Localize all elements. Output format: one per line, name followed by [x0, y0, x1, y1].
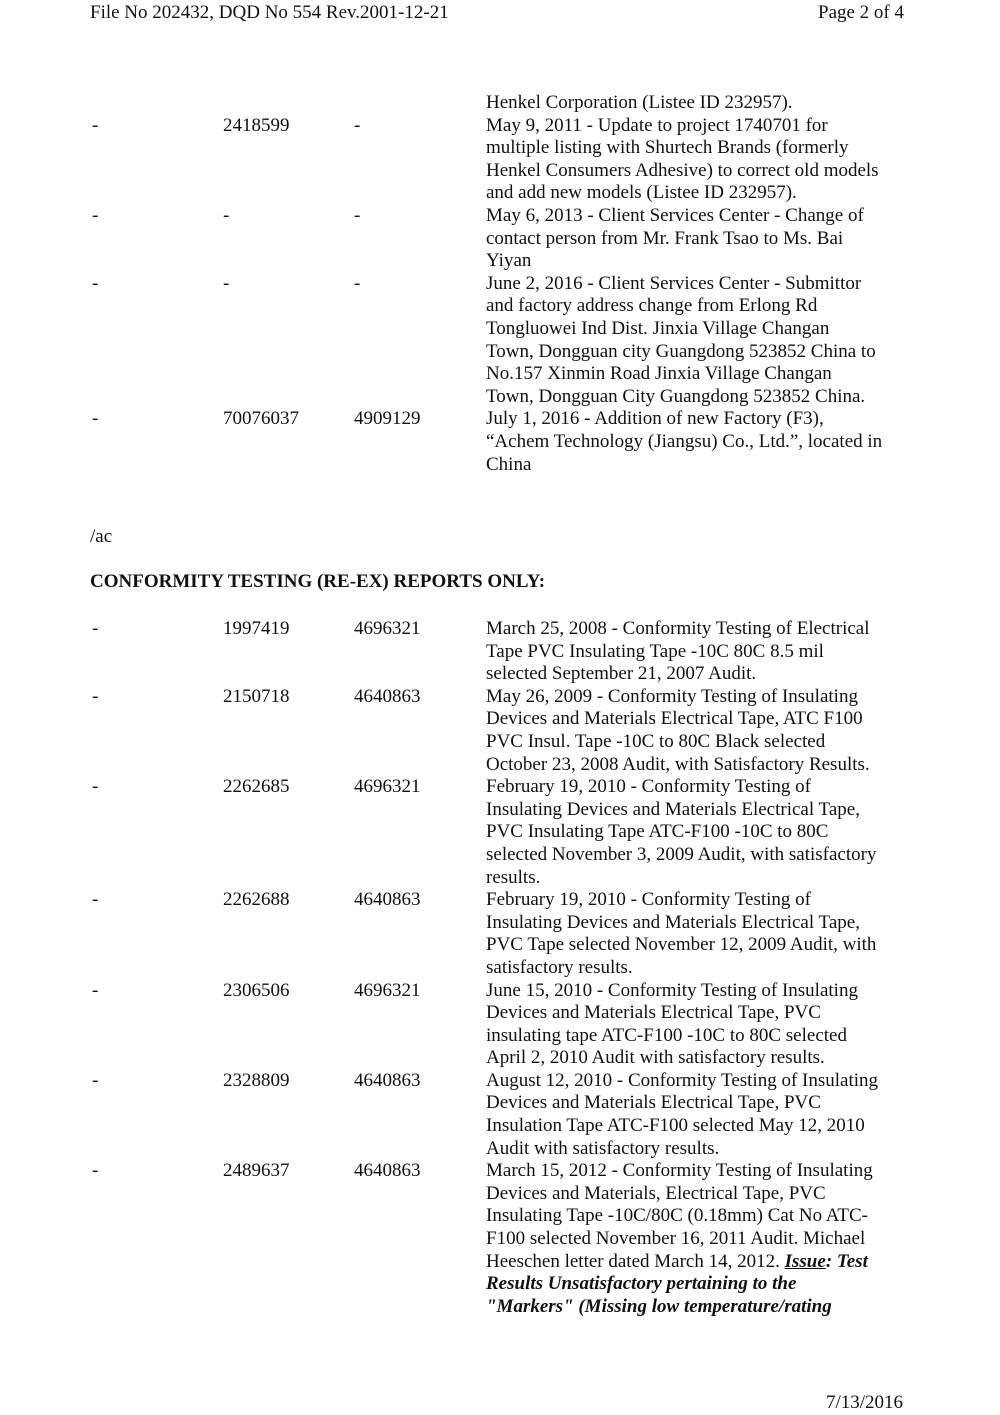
page-number: Page 2 of 4 [818, 2, 905, 23]
row-description [486, 889, 916, 979]
table-row [90, 205, 920, 273]
row-description [486, 92, 916, 115]
row-description [486, 1070, 916, 1160]
row-marker: - [92, 685, 99, 707]
row-marker: - [92, 776, 99, 798]
description-line: PVC Insul. Tape -10C to 80C Black selected [486, 730, 826, 752]
row-description [486, 205, 916, 273]
description-line: Tongluowei Ind Dist. Jinxia Village Changan [486, 317, 830, 339]
description-line: August 12, 2010 - Conformity Testing of Insulating [486, 1069, 879, 1091]
table-row [90, 618, 920, 686]
row-marker: - [92, 114, 99, 136]
file-volume-number [354, 92, 486, 115]
description-line: July 1, 2016 - Addition of new Factory (F3), [486, 408, 824, 430]
row-description [486, 273, 916, 409]
file-volume-number: - [354, 272, 361, 294]
description-line: Devices and Materials Electrical Tape, ATC F100 [486, 708, 863, 730]
description-line: February 19, 2010 - Conformity Testing of [486, 776, 811, 798]
project-number [223, 92, 354, 115]
conformity-table [90, 618, 920, 1318]
table-row [90, 1160, 920, 1318]
issue-text: Test [836, 1250, 868, 1272]
description-line: insulating tape ATC-F100 -10C to 80C selected [486, 1024, 847, 1046]
file-volume-number: 4640863 [354, 1069, 421, 1091]
description-line: selected November 3, 2009 Audit, with satisfactory [486, 843, 877, 865]
table-row [90, 273, 920, 409]
description-line [486, 1251, 916, 1274]
initials-note: /ac [90, 526, 113, 547]
table-row [90, 92, 920, 115]
row-description [486, 776, 916, 889]
file-volume-number: - [354, 204, 361, 226]
description-line: Insulating Tape -10C/80C (0.18mm) Cat No ATC- [486, 1205, 868, 1227]
file-volume-number: 4696321 [354, 776, 421, 798]
issue-text: "Markers" (Missing low temperature/rating [486, 1295, 832, 1317]
description-line: Devices and Materials Electrical Tape, PVC [486, 1002, 821, 1024]
description-line: Town, Dongguan City Guangdong 523852 China. [486, 385, 866, 407]
table-row [90, 408, 920, 476]
row-marker: - [92, 979, 99, 1001]
description-line: and add new models (Listee ID 232957). [486, 182, 797, 204]
row-marker [90, 92, 223, 115]
row-marker: - [92, 1160, 99, 1182]
row-description [486, 618, 916, 686]
description-line: China [486, 453, 532, 475]
file-volume-number: 4696321 [354, 979, 421, 1001]
project-number: 2150718 [223, 685, 290, 707]
project-number: 2262688 [223, 889, 290, 911]
description-line: satisfactory results. [486, 956, 633, 978]
description-line: Insulating Devices and Materials Electrical Tape, [486, 798, 860, 820]
issue-label: Issue [784, 1250, 826, 1272]
project-number: 2418599 [223, 114, 290, 136]
description-line: selected September 21, 2007 Audit. [486, 663, 757, 685]
project-number: 2489637 [223, 1160, 290, 1182]
issue-separator: : [825, 1250, 837, 1272]
listing-history-table [90, 92, 920, 476]
description-line: May 9, 2011 - Update to project 1740701 for [486, 114, 828, 136]
description-line: Henkel Corporation (Listee ID 232957). [486, 92, 793, 113]
description-line: No.157 Xinmin Road Jinxia Village Changan [486, 363, 832, 385]
description-line: Audit with satisfactory results. [486, 1137, 720, 1159]
description-line: Devices and Materials, Electrical Tape, PVC [486, 1182, 826, 1204]
description-line: Town, Dongguan city Guangdong 523852 China to [486, 340, 876, 362]
project-number: 2328809 [223, 1069, 290, 1091]
file-volume-number: 4909129 [354, 408, 421, 430]
file-volume-number: 4696321 [354, 618, 421, 639]
description-line: May 26, 2009 - Conformity Testing of Insulating [486, 685, 858, 707]
file-volume-number: 4640863 [354, 685, 421, 707]
description-line: “Achem Technology (Jiangsu) Co., Ltd.”, located in [486, 430, 883, 452]
description-line: Tape PVC Insulating Tape -10C 80C 8.5 mil [486, 640, 824, 662]
table-row [90, 889, 920, 979]
description-line: April 2, 2010 Audit with satisfactory results. [486, 1047, 825, 1069]
row-description [486, 408, 916, 476]
file-volume-number: 4640863 [354, 1160, 421, 1182]
table-row [90, 115, 920, 205]
description-line: contact person from Mr. Frank Tsao to Ms. Bai [486, 227, 844, 249]
project-number: 1997419 [223, 618, 290, 639]
description-line: F100 selected November 16, 2011 Audit. Michael [486, 1228, 866, 1250]
project-number: - [223, 204, 230, 226]
file-volume-number: 4640863 [354, 889, 421, 911]
description-line: June 2, 2016 - Client Services Center - Submittor [486, 272, 862, 294]
description-line: Insulation Tape ATC-F100 selected May 12, 2010 [486, 1115, 865, 1137]
file-reference: File No 202432, DQD No 554 Rev.2001-12-21 [90, 2, 449, 23]
issue-text: Results Unsatisfactory pertaining to the [486, 1273, 797, 1295]
row-description [486, 980, 916, 1070]
description-line: May 6, 2013 - Client Services Center - Change of [486, 204, 864, 226]
row-marker: - [92, 1069, 99, 1091]
project-number: 2262685 [223, 776, 290, 798]
description-line: Insulating Devices and Materials Electrical Tape, [486, 911, 860, 933]
description-line: June 15, 2010 - Conformity Testing of Insulating [486, 979, 858, 1001]
description-line: October 23, 2008 Audit, with Satisfactory Results. [486, 753, 870, 775]
description-line: Yiyan [486, 250, 532, 272]
description-line: Devices and Materials Electrical Tape, PVC [486, 1092, 821, 1114]
row-marker: - [92, 618, 99, 639]
description-text: Heeschen letter dated March 14, 2012. [486, 1250, 785, 1272]
file-volume-number: - [354, 114, 361, 136]
row-marker: - [92, 408, 99, 430]
description-line: March 25, 2008 - Conformity Testing of Electrical [486, 618, 870, 639]
description-line: March 15, 2012 - Conformity Testing of Insulating [486, 1160, 873, 1182]
table-row [90, 980, 920, 1070]
conformity-heading: CONFORMITY TESTING (RE-EX) REPORTS ONLY: [90, 571, 546, 592]
row-marker: - [92, 204, 99, 226]
row-marker: - [92, 272, 99, 294]
row-description [486, 686, 916, 776]
table-row [90, 1070, 920, 1160]
table-row [90, 686, 920, 776]
row-marker: - [92, 889, 99, 911]
description-line: PVC Tape selected November 12, 2009 Audit, with [486, 934, 877, 956]
print-date: 7/13/2016 [826, 1392, 904, 1413]
row-description [486, 1160, 916, 1318]
description-line: February 19, 2010 - Conformity Testing of [486, 889, 811, 911]
row-description [486, 115, 916, 205]
description-line: PVC Insulating Tape ATC-F100 -10C to 80C [486, 821, 829, 843]
description-line: multiple listing with Shurtech Brands (formerly [486, 137, 849, 159]
description-line: and factory address change from Erlong Rd [486, 295, 818, 317]
description-line: results. [486, 866, 541, 888]
project-number: - [223, 272, 230, 294]
project-number: 70076037 [223, 408, 299, 430]
description-line: Henkel Consumers Adhesive) to correct old models [486, 159, 879, 181]
table-row [90, 776, 920, 889]
project-number: 2306506 [223, 979, 290, 1001]
